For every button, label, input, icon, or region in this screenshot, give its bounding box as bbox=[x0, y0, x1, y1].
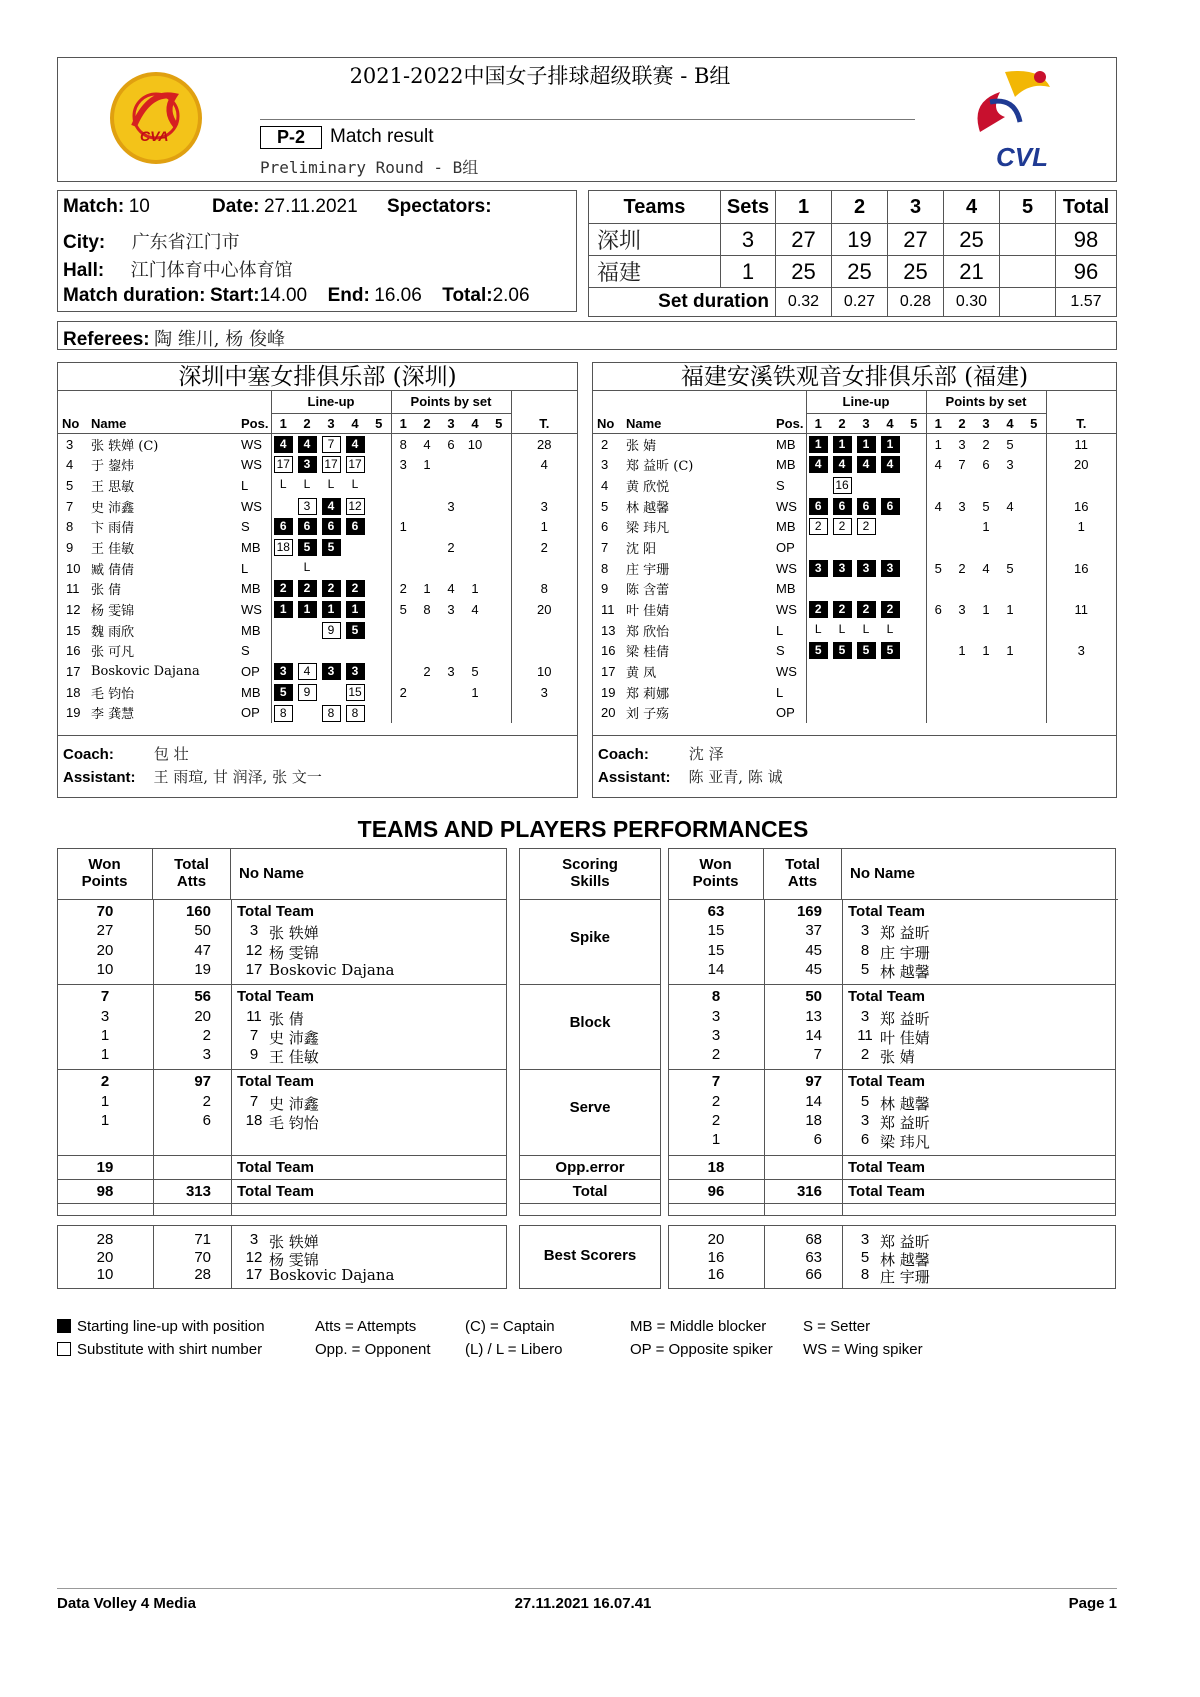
coach: Coach: 包 壮 bbox=[63, 745, 189, 763]
coach: Coach: 沈 泽 bbox=[598, 745, 724, 763]
player-row: 20 刘 子殇 OP bbox=[593, 703, 1116, 724]
col-total: Total bbox=[1056, 191, 1117, 224]
player-row: 11 张 倩 MB 2 2 2 2 2 1 4 1 8 bbox=[58, 579, 577, 600]
legend-s: S = Setter bbox=[803, 1318, 871, 1335]
hdr-noname: No Name bbox=[842, 848, 1118, 900]
spectators: Spectators: bbox=[387, 196, 492, 217]
performances-title: TEAMS AND PLAYERS PERFORMANCES bbox=[357, 816, 809, 842]
team-a-roster bbox=[57, 362, 578, 798]
player-row: 4 于 鋆炜 WS 17 3 17 17 3 1 4 bbox=[58, 454, 577, 475]
team-b-roster bbox=[592, 362, 1117, 798]
player-row: 5 林 越馨 WS 6 6 6 6 4 3 5 4 16 bbox=[593, 496, 1116, 517]
title-underline bbox=[260, 119, 915, 120]
player-row: 3 张 轶婵 (C) WS 4 4 7 4 8 4 6 10 28 bbox=[58, 434, 577, 455]
hdr-noname: No Name bbox=[231, 848, 507, 900]
referees: Referees: 陶 维川, 杨 俊峰 bbox=[63, 329, 285, 350]
player-row: 13 郑 欣怡 L L L L L bbox=[593, 620, 1116, 641]
footer-page: Page 1 bbox=[1068, 1595, 1117, 1612]
col-set1: 1 bbox=[776, 191, 832, 224]
team-name: 福建安溪铁观音女排俱乐部 (福建) bbox=[593, 363, 1116, 391]
result-row-a: 深圳 3 27 19 27 25 98 bbox=[589, 224, 1117, 256]
set-duration-row: Set duration 0.32 0.27 0.28 0.30 1.57 bbox=[589, 288, 1117, 317]
col-set3: 3 bbox=[888, 191, 944, 224]
player-row: 16 张 可凡 S bbox=[58, 641, 577, 662]
legend-atts: Atts = Attempts bbox=[315, 1318, 417, 1335]
competition-title: 2021-2022中国女子排球超级联赛 - B组 bbox=[349, 64, 731, 88]
legend-ws: WS = Wing spiker bbox=[803, 1341, 923, 1358]
assistant: Assistant: 陈 亚青, 陈 诚 bbox=[598, 768, 783, 786]
player-row: 9 王 佳敏 MB 18 5 5 2 2 bbox=[58, 537, 577, 558]
hdr-atts: Total Atts bbox=[764, 848, 842, 900]
legend-libero: (L) / L = Libero bbox=[465, 1341, 563, 1358]
result-row-b: 福建 1 25 25 25 21 96 bbox=[589, 256, 1117, 288]
hdr-won: Won Points bbox=[57, 848, 153, 900]
player-row: 7 沈 阳 OP bbox=[593, 537, 1116, 558]
roster-table: Line-up Points by set No Name Pos. 1 2 3 4 5 1 2 3 4 5 T. 3 张 轶婵 (C) WS 4 4 7 4 8 4 6 10 28 4 于 鋆炜 WS 17 3 17 17 3 1 4 5 王 思敏 L L L L L 7 史 沛鑫 WS 3 4 12 3 3 8 卞 雨倩 S 6 6 6 6 1 1 9 王 佳敏 MB 18 5 5 2 2 10 臧 倩倩 L L 11 张 倩 MB 2 2 2 2 2 1 4 1 8 12 杨 雯锦 WS 1 1 1 1 5 8 3 4 20 15 魏 雨欣 MB 9 5 16 张 可凡 S 17 Boskovic Dajana OP 3 4 3 3 2 3 5 10 18 毛 钧怡 MB 5 9 15 2 1 3 19 李 龚慧 OP 8 8 8 bbox=[58, 391, 577, 723]
player-row: 8 卞 雨倩 S 6 6 6 6 1 1 bbox=[58, 516, 577, 537]
legend-opp: Opp. = Opponent bbox=[315, 1341, 431, 1358]
hdr-scoring: Scoring Skills bbox=[519, 848, 661, 900]
empty-square-icon bbox=[57, 1342, 71, 1356]
player-row: 16 梁 桂倩 S 5 5 5 5 1 1 1 3 bbox=[593, 641, 1116, 662]
col-set5: 5 bbox=[1000, 191, 1056, 224]
footer-left: Data Volley 4 Media bbox=[57, 1595, 196, 1612]
filled-square-icon bbox=[57, 1319, 71, 1333]
skill-name: Spike bbox=[569, 929, 611, 946]
player-row: 3 郑 益昕 (C) MB 4 4 4 4 4 7 6 3 20 bbox=[593, 454, 1116, 475]
hdr-atts: Total Atts bbox=[153, 848, 231, 900]
performances-table: Won Points Total Atts No Name Won Points Total Atts No Name Scoring Skills 70 160 Total Team 63 169 Total Team 27 50 3 张 轶婵 15 37 3 郑 益昕 20 47 12 杨 雯锦 15 45 8 庄 宇珊 10 19 17 Boskovic Dajana 14 45 5 林 越馨 Spike 7 56 Total Team 8 50 Total Team 3 20 11 张 倩 3 13 3 郑 益昕 1 2 7 史 沛鑫 3 14 11 叶 佳婧 1 3 9 王 佳敏 2 7 2 张 婧 Block 2 97 Total Team 7 97 Total Team 1 2 7 史 沛鑫 2 14 5 林 越馨 1 6 18 毛 钧怡 2 18 3 郑 益昕 1 6 6 梁 玮凡 Serve 19 Total Team 18 Total Team Opp.error 98 313 Total Team 96 316 Total Team Total Best Scorers 28 71 3 张 轶婵 20 68 3 郑 益昕 20 70 12 杨 雯锦 16 63 5 林 越馨 10 28 17 Boskovic Dajana 16 66 8 庄 宇珊 bbox=[57, 848, 1115, 1272]
hdr-won: Won Points bbox=[668, 848, 764, 900]
cva-logo-text: CVA bbox=[140, 128, 169, 144]
city: City: 广东省江门市 bbox=[63, 232, 240, 253]
skill-name: Serve bbox=[569, 1099, 611, 1117]
player-row: 18 毛 钧怡 MB 5 9 15 2 1 3 bbox=[58, 682, 577, 703]
col-set2: 2 bbox=[832, 191, 888, 224]
legend-substitute: Substitute with shirt number bbox=[57, 1341, 262, 1358]
cva-logo bbox=[110, 72, 202, 164]
best-scorers-label: Best Scorers bbox=[543, 1247, 637, 1264]
team-name: 深圳中塞女排俱乐部 (深圳) bbox=[58, 363, 577, 391]
legend-starting: Starting line-up with position bbox=[57, 1318, 265, 1335]
player-row: 12 杨 雯锦 WS 1 1 1 1 5 8 3 4 20 bbox=[58, 599, 577, 620]
legend-mb: MB = Middle blocker bbox=[630, 1318, 767, 1335]
player-row: 17 黄 凤 WS bbox=[593, 661, 1116, 682]
player-row: 17 Boskovic Dajana OP 3 4 3 3 2 3 5 10 bbox=[58, 661, 577, 682]
player-row: 2 张 婧 MB 1 1 1 1 1 3 2 5 11 bbox=[593, 434, 1116, 455]
round-label: Preliminary Round - B组 bbox=[260, 158, 479, 177]
player-row: 5 王 思敏 L L L L L bbox=[58, 475, 577, 496]
player-row: 7 史 沛鑫 WS 3 4 12 3 3 bbox=[58, 496, 577, 517]
roster-table: Line-up Points by set No Name Pos. 1 2 3 4 5 1 2 3 4 5 T. 2 张 婧 MB 1 1 1 1 1 3 2 5 11 3 郑 益昕 (C) MB 4 4 4 4 4 7 6 3 20 4 黄 欣悦 S 16 5 林 越馨 WS 6 6 6 6 4 3 5 4 16 6 梁 玮凡 MB 2 2 2 1 1 7 沈 阳 OP 8 庄 宇珊 WS 3 3 3 3 5 2 4 5 16 9 陈 含蕾 MB 11 叶 佳婧 WS 2 2 2 2 6 3 1 1 11 13 郑 欣怡 L L L L L 16 梁 桂倩 S 5 5 5 5 1 1 1 3 17 黄 凤 WS 19 郑 莉娜 L 20 刘 子殇 OP bbox=[593, 391, 1116, 723]
legend-captain: (C) = Captain bbox=[465, 1318, 555, 1335]
results-table bbox=[588, 190, 1117, 317]
col-teams: Teams bbox=[589, 191, 721, 224]
match-date: Date: 27.11.2021 bbox=[212, 196, 358, 217]
col-set4: 4 bbox=[944, 191, 1000, 224]
cvl-logo-text: CVL bbox=[996, 142, 1048, 172]
player-row: 6 梁 玮凡 MB 2 2 2 1 1 bbox=[593, 516, 1116, 537]
player-row: 9 陈 含蕾 MB bbox=[593, 579, 1116, 600]
player-row: 10 臧 倩倩 L L bbox=[58, 558, 577, 579]
report-code: P-2 bbox=[260, 126, 322, 149]
footer-center: 27.11.2021 16.07.41 bbox=[514, 1595, 652, 1612]
player-row: 4 黄 欣悦 S 16 bbox=[593, 475, 1116, 496]
hall: Hall: 江门体育中心体育馆 bbox=[63, 260, 293, 281]
footer-rule bbox=[57, 1588, 1117, 1589]
cvl-logo bbox=[960, 62, 1060, 172]
skill-name: Opp.error bbox=[555, 1158, 625, 1176]
match-duration: Match duration: Start:14.00 End: 16.06 Total:2.06 bbox=[63, 285, 530, 306]
skill-name: Block bbox=[569, 1014, 611, 1032]
player-row: 19 李 龚慧 OP 8 8 8 bbox=[58, 703, 577, 724]
player-row: 8 庄 宇珊 WS 3 3 3 3 5 2 4 5 16 bbox=[593, 558, 1116, 579]
player-row: 15 魏 雨欣 MB 9 5 bbox=[58, 620, 577, 641]
legend-op: OP = Opposite spiker bbox=[630, 1341, 773, 1358]
player-row: 11 叶 佳婧 WS 2 2 2 2 6 3 1 1 11 bbox=[593, 599, 1116, 620]
player-row: 19 郑 莉娜 L bbox=[593, 682, 1116, 703]
assistant: Assistant: 王 雨瑄, 甘 润泽, 张 文一 bbox=[63, 768, 322, 786]
report-type: Match result bbox=[330, 126, 434, 147]
col-sets: Sets bbox=[721, 191, 776, 224]
skill-name: Total bbox=[572, 1182, 608, 1200]
match-no: Match: 10 bbox=[63, 196, 150, 217]
